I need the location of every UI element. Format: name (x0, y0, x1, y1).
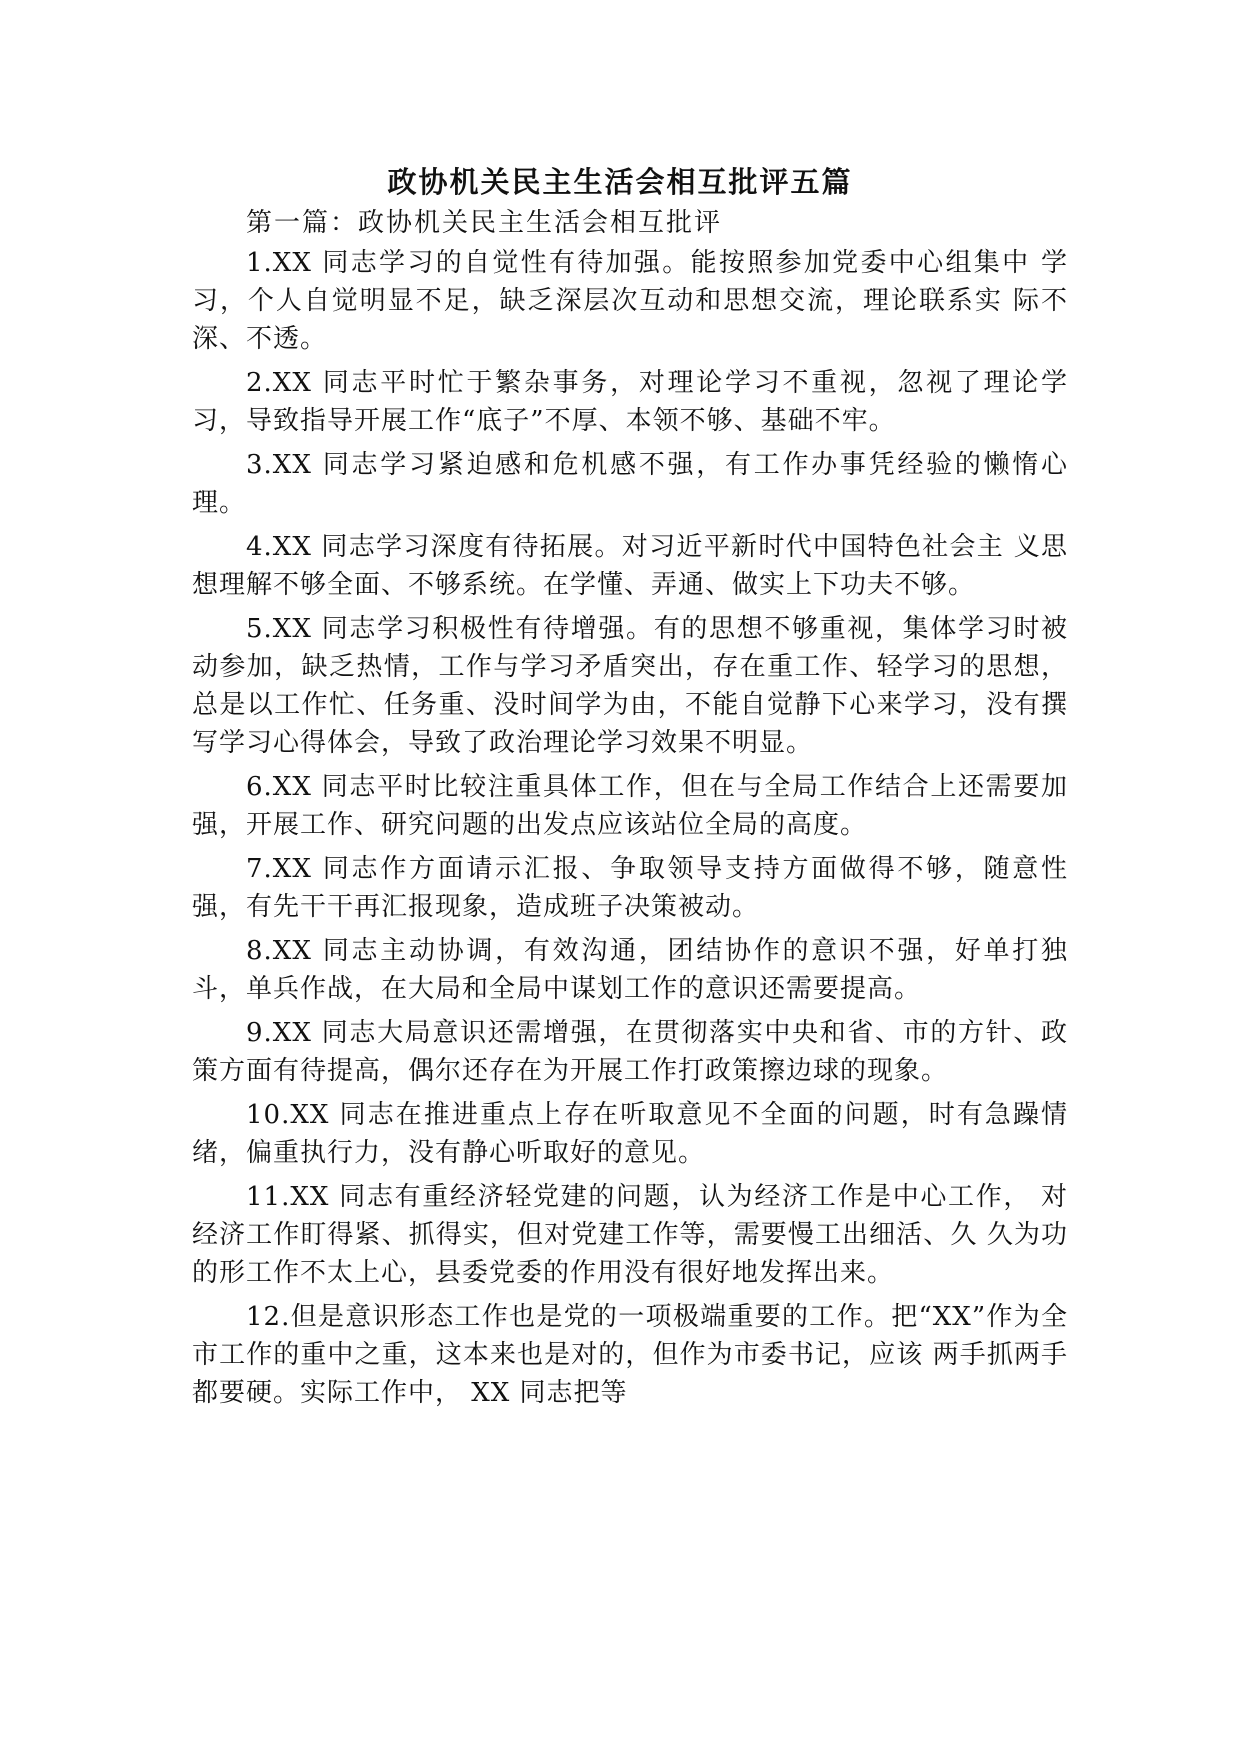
paragraph-3: 3.XX 同志学习紧迫感和危机感不强，有工作办事凭经验的懒惰心理。 (192, 450, 1068, 518)
paragraph-9: 9.XX 同志大局意识还需增强，在贯彻落实中央和省、市的方针、政策方面有待提高，偶尔还存在为开展工作打政策擦边球的现象。 (192, 1018, 1068, 1086)
paragraph-1: 1.XX 同志学习的自觉性有待加强。能按照参加党委中心组集中 学习，个人自觉明显不足，缺乏深层次互动和思想交流，理论联系实 际不深、不透。 (192, 248, 1068, 354)
paragraph-10: 10.XX 同志在推进重点上存在听取意见不全面的问题，时有急躁情绪，偏重执行力，没有静心听取好的意见。 (192, 1100, 1068, 1168)
paragraph-8: 8.XX 同志主动协调，有效沟通，团结协作的意识不强，好单打独斗，单兵作战，在大局和全局中谋划工作的意识还需要提高。 (192, 936, 1068, 1004)
document-title: 政协机关民主生活会相互批评五篇 (387, 165, 853, 199)
paragraph-6: 6.XX 同志平时比较注重具体工作，但在与全局工作结合上还需要加强，开展工作、研究问题的出发点应该站位全局的高度。 (192, 772, 1068, 840)
document-body (192, 244, 1068, 1418)
paragraph-2: 2.XX 同志平时忙于繁杂事务，对理论学习不重视，忽视了理论学习，导致指导开展工作“底子”不厚、本领不够、基础不牢。 (192, 368, 1068, 436)
paragraph-12: 12.但是意识形态工作也是党的一项极端重要的工作。把“XX”作为全市工作的重中之重，这本来也是对的，但作为市委书记，应该 两手抓两手都要硬。实际工作中， XX 同志把等 (192, 1302, 1068, 1408)
paragraph-5: 5.XX 同志学习积极性有待增强。有的思想不够重视，集体学习时被动参加，缺乏热情，工作与学习矛盾突出，存在重工作、轻学习的思想，总是以工作忙、任务重、没时间学为由，不能自觉静下心来学习，没有撰写学习心得体会，导致了政治理论学习效果不明显。 (192, 614, 1068, 758)
paragraph-4: 4.XX 同志学习深度有待拓展。对习近平新时代中国特色社会主 义思想理解不够全面、不够系统。在学懂、弄通、做实上下功夫不够。 (192, 532, 1068, 600)
paragraph-11: 11.XX 同志有重经济轻党建的问题，认为经济工作是中心工作， 对经济工作盯得紧、抓得实，但对党建工作等，需要慢工出细活、久 久为功的形工作不太上心，县委党委的作用没有很好地发挥出来。 (192, 1182, 1068, 1288)
section-heading: 第一篇：政协机关民主生活会相互批评 (246, 208, 723, 238)
paragraph-7: 7.XX 同志作方面请示汇报、争取领导支持方面做得不够，随意性强，有先干干再汇报现象，造成班子决策被动。 (192, 854, 1068, 922)
